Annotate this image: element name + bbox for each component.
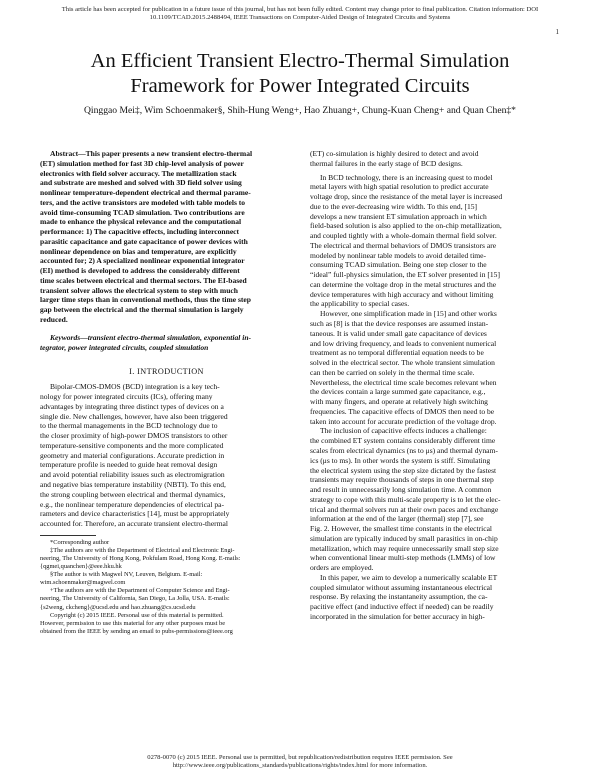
header-notice-line: This article has been accepted for publication in a future issue of this journal, but has not been fully edited. Content may change prior to final publication. Citation information: DOI — [61, 6, 539, 13]
body-line: ics (μs to ms). In other words the system is stiff. Simulating — [310, 455, 491, 465]
body-line: metallization, which may require unnecessarily small step size — [310, 543, 499, 553]
body-line: frequencies. The capacitive effects of DMOS then need to be — [310, 406, 495, 416]
body-line: the electrical system using the step size dictated by the fastest — [310, 465, 497, 475]
body-line: taken into account for accurate prediction of the voltage drop. — [310, 416, 497, 426]
body-line: In this paper, we aim to develop a numerically scalable ET — [320, 572, 498, 582]
header-notice-line: 10.1109/TCAD.2015.2488494, IEEE Transactions on Computer-Aided Design of Integrated Circuits and Systems — [149, 14, 451, 22]
abstract-line: Abstract—This paper presents a new transient electro-thermal — [50, 149, 253, 158]
body-line: incorporated in the simulation for better accuracy in high- — [310, 611, 485, 621]
body-line: geometry and material configurations. Accurate prediction in — [40, 450, 225, 460]
footnote-line: wim.schoenmaker@magwel.com — [40, 579, 126, 587]
body-line: solved in the electrical sector. The whole transient simulation — [310, 358, 495, 368]
body-line: consuming TCAD simulation. Being one step closer to the — [310, 260, 487, 270]
body-line: when conventional linear multi-step methods (LMMs) of low — [310, 553, 496, 563]
body-line: coupled simulator without assuming instantaneous electrical — [310, 582, 493, 592]
abstract-line: ters, and the active transistors are modeled with table models to — [40, 197, 246, 207]
body-line: strategy to cope with this multi-scale property is to let the elec- — [310, 494, 501, 504]
body-line: The inclusion of capacitive effects induces a challenge: — [320, 426, 487, 436]
abstract-line: parasitic capacitance and gate capacitance of power devices with — [40, 236, 248, 246]
keywords — [40, 333, 293, 353]
body-line: and coupled tightly with a whole-domain thermal field solver. — [310, 231, 497, 241]
abstract-line: time scales between electrical and thermal sectors. The EI-based — [40, 275, 247, 285]
paper-title — [40, 49, 560, 99]
footnote-divider — [40, 535, 96, 536]
body-line — [310, 622, 562, 632]
body-line: temperature-sensitive components and the more complicated — [40, 440, 224, 450]
footnote-line: obtained from the IEEE by sending an email to pubs-permissions@ieee.org — [40, 627, 233, 635]
body-line: such as [8] is that the device responses are assumed instan- — [310, 319, 489, 329]
abstract-line: nonlinear dependence on bias and temperature, are explicitly — [40, 246, 237, 256]
introduction-text — [40, 382, 293, 528]
body-line: trical and thermal solvers run at their own paces and exchange — [310, 504, 499, 514]
body-line: the devices contain a large summed gate capacitance, e.g., — [310, 387, 486, 397]
body-line: and result in unnecessarily long simulation time. A common — [310, 485, 492, 495]
abstract-line: and substrate are meshed and solved with 3D field solver using — [40, 178, 242, 188]
body-line: pacitive effect (and inductive effect if needed) can be readily — [310, 602, 494, 612]
body-line: voltage drop, since the resistance of the metal layer is increased — [310, 192, 503, 202]
header-notice — [0, 6, 600, 22]
author-list: Qinggao Mei‡, Wim Schoenmaker§, Shih-Hung Weng+, Hao Zhuang+, Chung-Kuan Cheng+ and Quan Chen‡* — [84, 105, 516, 116]
body-line: rameters and device characteristics [14], must be appropriately — [40, 509, 230, 519]
body-line: the strong coupling between electrical and thermal dynamics, — [40, 489, 226, 499]
body-line: device temperatures with high accuracy and without limiting — [310, 289, 494, 299]
abstract-line: accounted for; 2) A specialized nonlinear exponential integrator — [40, 256, 245, 266]
footnote-line: +The authors are with the Department of Computer Science and Engi- — [50, 587, 230, 595]
footer-line: 0278-0070 (c) 2015 IEEE. Personal use is permitted, but republication/redistribution requires IEEE permission. See — [147, 754, 453, 761]
copyright-footer — [0, 754, 600, 770]
footnote-line: *Corresponding author — [50, 538, 110, 546]
body-line: scales from electrical dynamics (ns to μs) and thermal dynam- — [310, 445, 498, 455]
abstract-line: (EI) method is developed to address the considerably different — [40, 266, 240, 276]
body-line: develops a new transient ET simulation approach in which — [310, 211, 487, 221]
abstract-line: larger time steps than in conventional methods, thus the time step — [40, 295, 251, 305]
body-line: Nevertheless, the electrical time scale becomes relevant when — [310, 377, 497, 387]
footnote-line: {qgmei,quanchen}@eee.hku.hk — [40, 563, 122, 571]
footnote-line: ‡The authors are with the Department of Electrical and Electronic Engi- — [50, 546, 235, 554]
body-line: The electrical and thermal behaviors of DMOS transistors are — [310, 240, 497, 250]
spacer — [40, 325, 293, 333]
footnote-line: neering, The University of California, San Diego, La Jolla, USA. E-mails: — [40, 595, 230, 603]
body-line: to the thermal managements in the BCD technology due to — [40, 421, 218, 431]
body-line: advantages by integrating three distinct types of devices on a — [40, 401, 224, 411]
body-line: the combined ET system contains considerably different time — [310, 436, 496, 446]
body-line: and avoid potential reliability issues such as electromigration — [40, 470, 225, 480]
left-column — [40, 149, 293, 636]
abstract-line: made to enhance the physical relevance and the computational — [40, 217, 242, 227]
body-line: single die. New challenges, however, have also been triggered — [40, 411, 228, 421]
body-line: the closer proximity of high-power DMOS transistors to other — [40, 431, 228, 441]
page-number: 1 — [555, 28, 559, 36]
body-line: can determine the voltage drop in the metal structures and the — [310, 279, 497, 289]
body-line: modeled by nonlinear table models to avoid detailed time- — [310, 250, 487, 260]
body-line: “ideal” full-physics simulation, the ET solver presented in [15] — [310, 270, 500, 280]
body-line: treatment as no temporal differential equation needs to be — [310, 348, 484, 358]
footnote-line: Copyright (c) 2015 IEEE. Personal use of this material is permitted. — [50, 611, 224, 619]
keywords-line: tegrator, power integrated circuits, coupled simulation — [40, 342, 209, 352]
abstract-line: gap between the electrical and the thermal simulation is largely — [40, 305, 244, 315]
abstract — [40, 149, 293, 325]
body-line: However, one simplification made in [15] and other works — [320, 309, 497, 319]
body-line: (ET) co-simulation is highly desired to detect and avoid — [310, 149, 479, 158]
keywords-line: Keywords—transient electro-thermal simulation, exponential in- — [50, 332, 252, 342]
title-line: An Efficient Transient Electro-Thermal Simulation — [90, 50, 510, 72]
footnotes — [40, 539, 293, 636]
abstract-line: nonlinear temperature-dependent electrical and thermal parame- — [40, 188, 251, 198]
body-line: response. By relaxing the instantaneity assumption, the ca- — [310, 592, 488, 602]
body-line: nology for power integrated circuits (ICs), offering many — [40, 392, 213, 402]
title-line: Framework for Power Integrated Circuits — [130, 75, 470, 97]
body-line: thermal failures in the early stage of BCD designs. — [310, 158, 463, 168]
footer-line: http://www.ieee.org/publications_standards/publications/rights/index.html for more information. — [172, 762, 428, 769]
abstract-line: performance: 1) The capacitive effects, including interconnect — [40, 227, 240, 237]
body-line: can then be carried on solely in the thermal time scale. — [310, 367, 475, 377]
abstract-line: avoid time-consuming TCAD simulation. Two contributions are — [40, 207, 245, 217]
body-line: accounted for. Therefore, an accurate transient electro-thermal — [40, 519, 229, 529]
body-line: information at the end of the larger (thermal) step [7], see — [310, 514, 484, 524]
body-line: and low driving frequency, and leads to convenient numerical — [310, 338, 497, 348]
abstract-line: electronics with field solver accuracy. The metallization stack — [40, 168, 237, 178]
body-line: with many fingers, and operate at relatively high switching — [310, 397, 488, 407]
abstract-line: (ET) simulation method for fast 3D chip-level analysis of power — [40, 158, 244, 168]
body-line: the applicability to special cases. — [310, 299, 410, 309]
body-line: field-based solution is also applied to the on-chip metallization, — [310, 221, 502, 231]
footnote-line: However, permission to use this material for any other purposes must be — [40, 619, 226, 627]
body-line: Bipolar-CMOS-DMOS (BCD) integration is a key tech- — [50, 382, 220, 392]
body-line: temperature profile is needed to guide heat removal design — [40, 460, 218, 470]
spacer — [40, 352, 293, 360]
right-column — [310, 149, 562, 632]
body-line: due to the ever-decreasing wire width. To this end, [15] — [310, 201, 478, 211]
footnote-line: neering, The University of Hong Kong, Pokfulam Road, Hong Kong. E-mails: — [40, 554, 241, 562]
body-line: and negative bias temperature instability (NBTI). To this end, — [40, 479, 226, 489]
body-line: In BCD technology, there is an increasing quest to model — [320, 172, 493, 182]
abstract-line: transient solver allows the electrical system to step with much — [40, 285, 238, 295]
body-line: orders are employed. — [310, 563, 374, 573]
body-line: simulation are typically induced by small parasitics in on-chip — [310, 533, 498, 543]
body-line: transients may require thousands of steps in one thermal step — [310, 475, 494, 485]
footnote-line: {s2weng, ckcheng}@ucsd.edu and hao.zhuang@cs.ucsd.edu — [40, 603, 196, 611]
body-line: taneous. It is valid under small gate capacitance of devices — [310, 328, 487, 338]
body-line: Fig. 2. However, the smallest time constants in the electrical — [310, 524, 493, 534]
body-line: e.g., the nonlinear temperature dependencies of electrical pa- — [40, 499, 224, 509]
abstract-line: reduced. — [40, 315, 68, 325]
footnote-line: §The author is with Magwel NV, Leuven, Belgium. E-mail: — [50, 571, 203, 579]
body-line: metal layers with high spatial resolution to predict accurate — [310, 182, 489, 192]
section-heading: I. INTRODUCTION — [129, 367, 204, 377]
